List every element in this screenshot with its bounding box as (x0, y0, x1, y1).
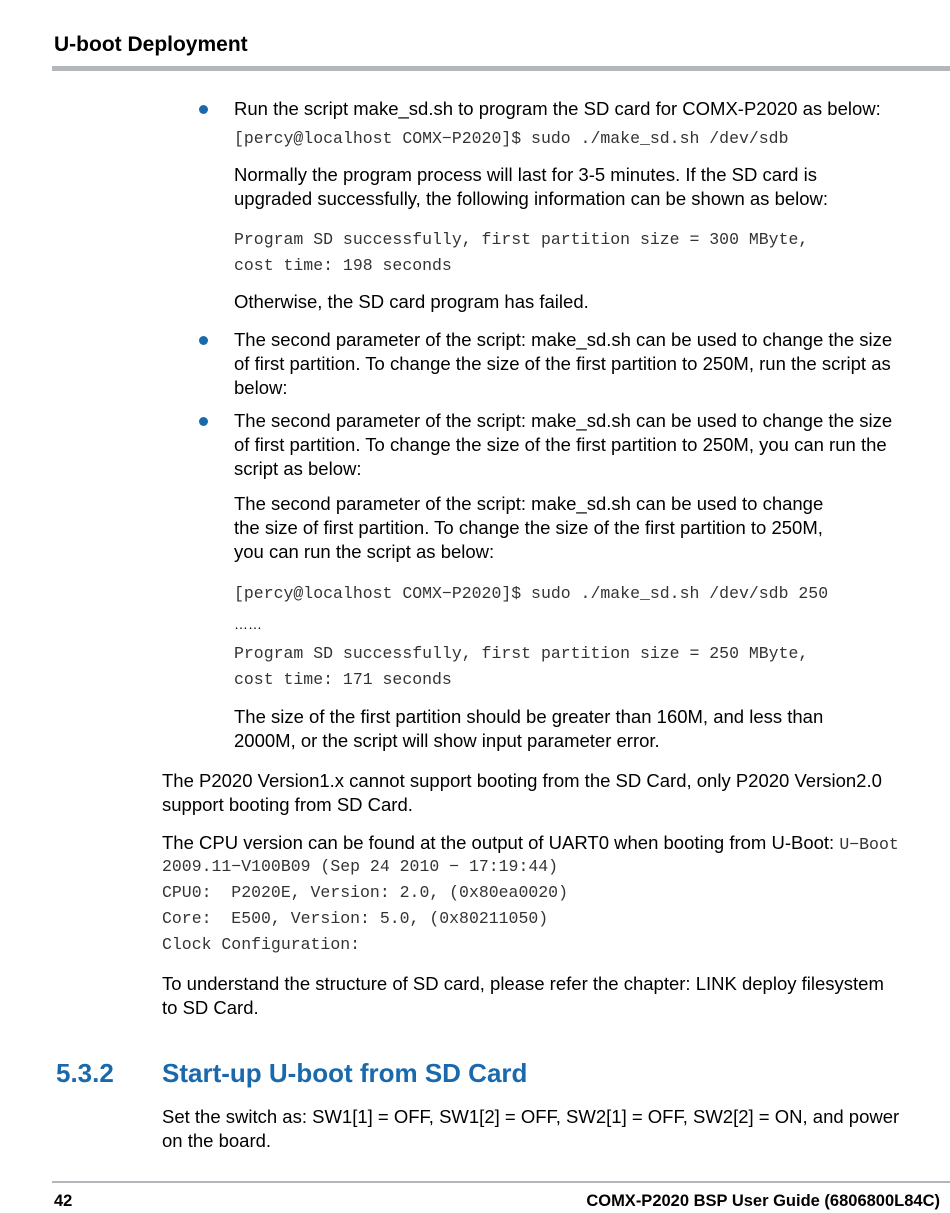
section-title: Start-up U-boot from SD Card (162, 1058, 528, 1088)
section-number: 5.3.2 (56, 1058, 114, 1088)
command-make-sd-250: [percy@localhost COMX−P2020]$ sudo ./make_sd.sh /dev/sdb 250 (234, 584, 829, 603)
bullet-text-second-parameter: The second parameter of the script: make_sd.sh can be used to change the size of first partition. To change the size of the first partition to 250M, run the script as below: (234, 329, 893, 398)
paragraph-p2020-version: The P2020 Version1.x cannot support booting from the SD Card, only P2020 Version2.0 support booting from SD Card. (162, 770, 882, 815)
command-make-sd: [percy@localhost COMX−P2020]$ sudo ./make_sd.sh /dev/sdb (234, 129, 789, 148)
bullet-text-run-script: Run the script make_sd.sh to program the SD card for COMX-P2020 as below: (234, 98, 881, 119)
output-program-sd-300: Program SD successfully, first partition size = 300 MByte, cost time: 198 seconds (234, 230, 809, 275)
output-program-sd-250: Program SD successfully, first partition size = 250 MByte, cost time: 171 seconds (234, 644, 809, 689)
cpu-version-text: The CPU version can be found at the output of UART0 when booting from U-Boot: (162, 832, 840, 853)
page-number: 42 (54, 1192, 73, 1210)
paragraph-sd-structure: To understand the structure of SD card, please refer the chapter: LINK deploy filesystem to SD Card. (162, 973, 884, 1018)
paragraph-second-parameter: The second parameter of the script: make_sd.sh can be used to change the size of first partition. To change the size of the first partition to 250M, you can run the script as below: (234, 493, 824, 562)
bullet-text-second-parameter-alt: The second parameter of the script: make_sd.sh can be used to change the size of first partition. To change the size of the first partition to 250M, you can run the script as below: (234, 410, 893, 479)
paragraph-switch-settings: Set the switch as: SW1[1] = OFF, SW1[2] = OFF, SW2[1] = OFF, SW2[2] = ON, and power on the board. (162, 1106, 900, 1151)
document-title: COMX-P2020 BSP User Guide (6806800L84C) (586, 1192, 940, 1210)
bullet-dot (199, 336, 208, 345)
paragraph-normally: Normally the program process will last for 3-5 minutes. If the SD card is upgraded successfully, the following information can be shown as below: (234, 164, 829, 209)
uart-boot-output: 2009.11−V100B09 (Sep 24 2010 − 17:19:44) CPU0: P2020E, Version: 2.0, (0x80ea0020) Core: E500, Version: 5.0, (0x80211050) Clock Configuration: (162, 857, 568, 954)
cpu-version-inline-code: U−Boot (839, 835, 899, 854)
ellipsis: …… (234, 616, 262, 632)
footer-rule (52, 1181, 950, 1183)
header-rule (52, 66, 950, 71)
bullet-dot (199, 105, 208, 114)
paragraph-partition-size: The size of the first partition should be greater than 160M, and less than 2000M, or the script will show input parameter error. (234, 706, 824, 751)
paragraph-otherwise: Otherwise, the SD card program has failed. (234, 291, 589, 312)
bullet-dot (199, 417, 208, 426)
running-header-title: U-boot Deployment (54, 33, 248, 56)
